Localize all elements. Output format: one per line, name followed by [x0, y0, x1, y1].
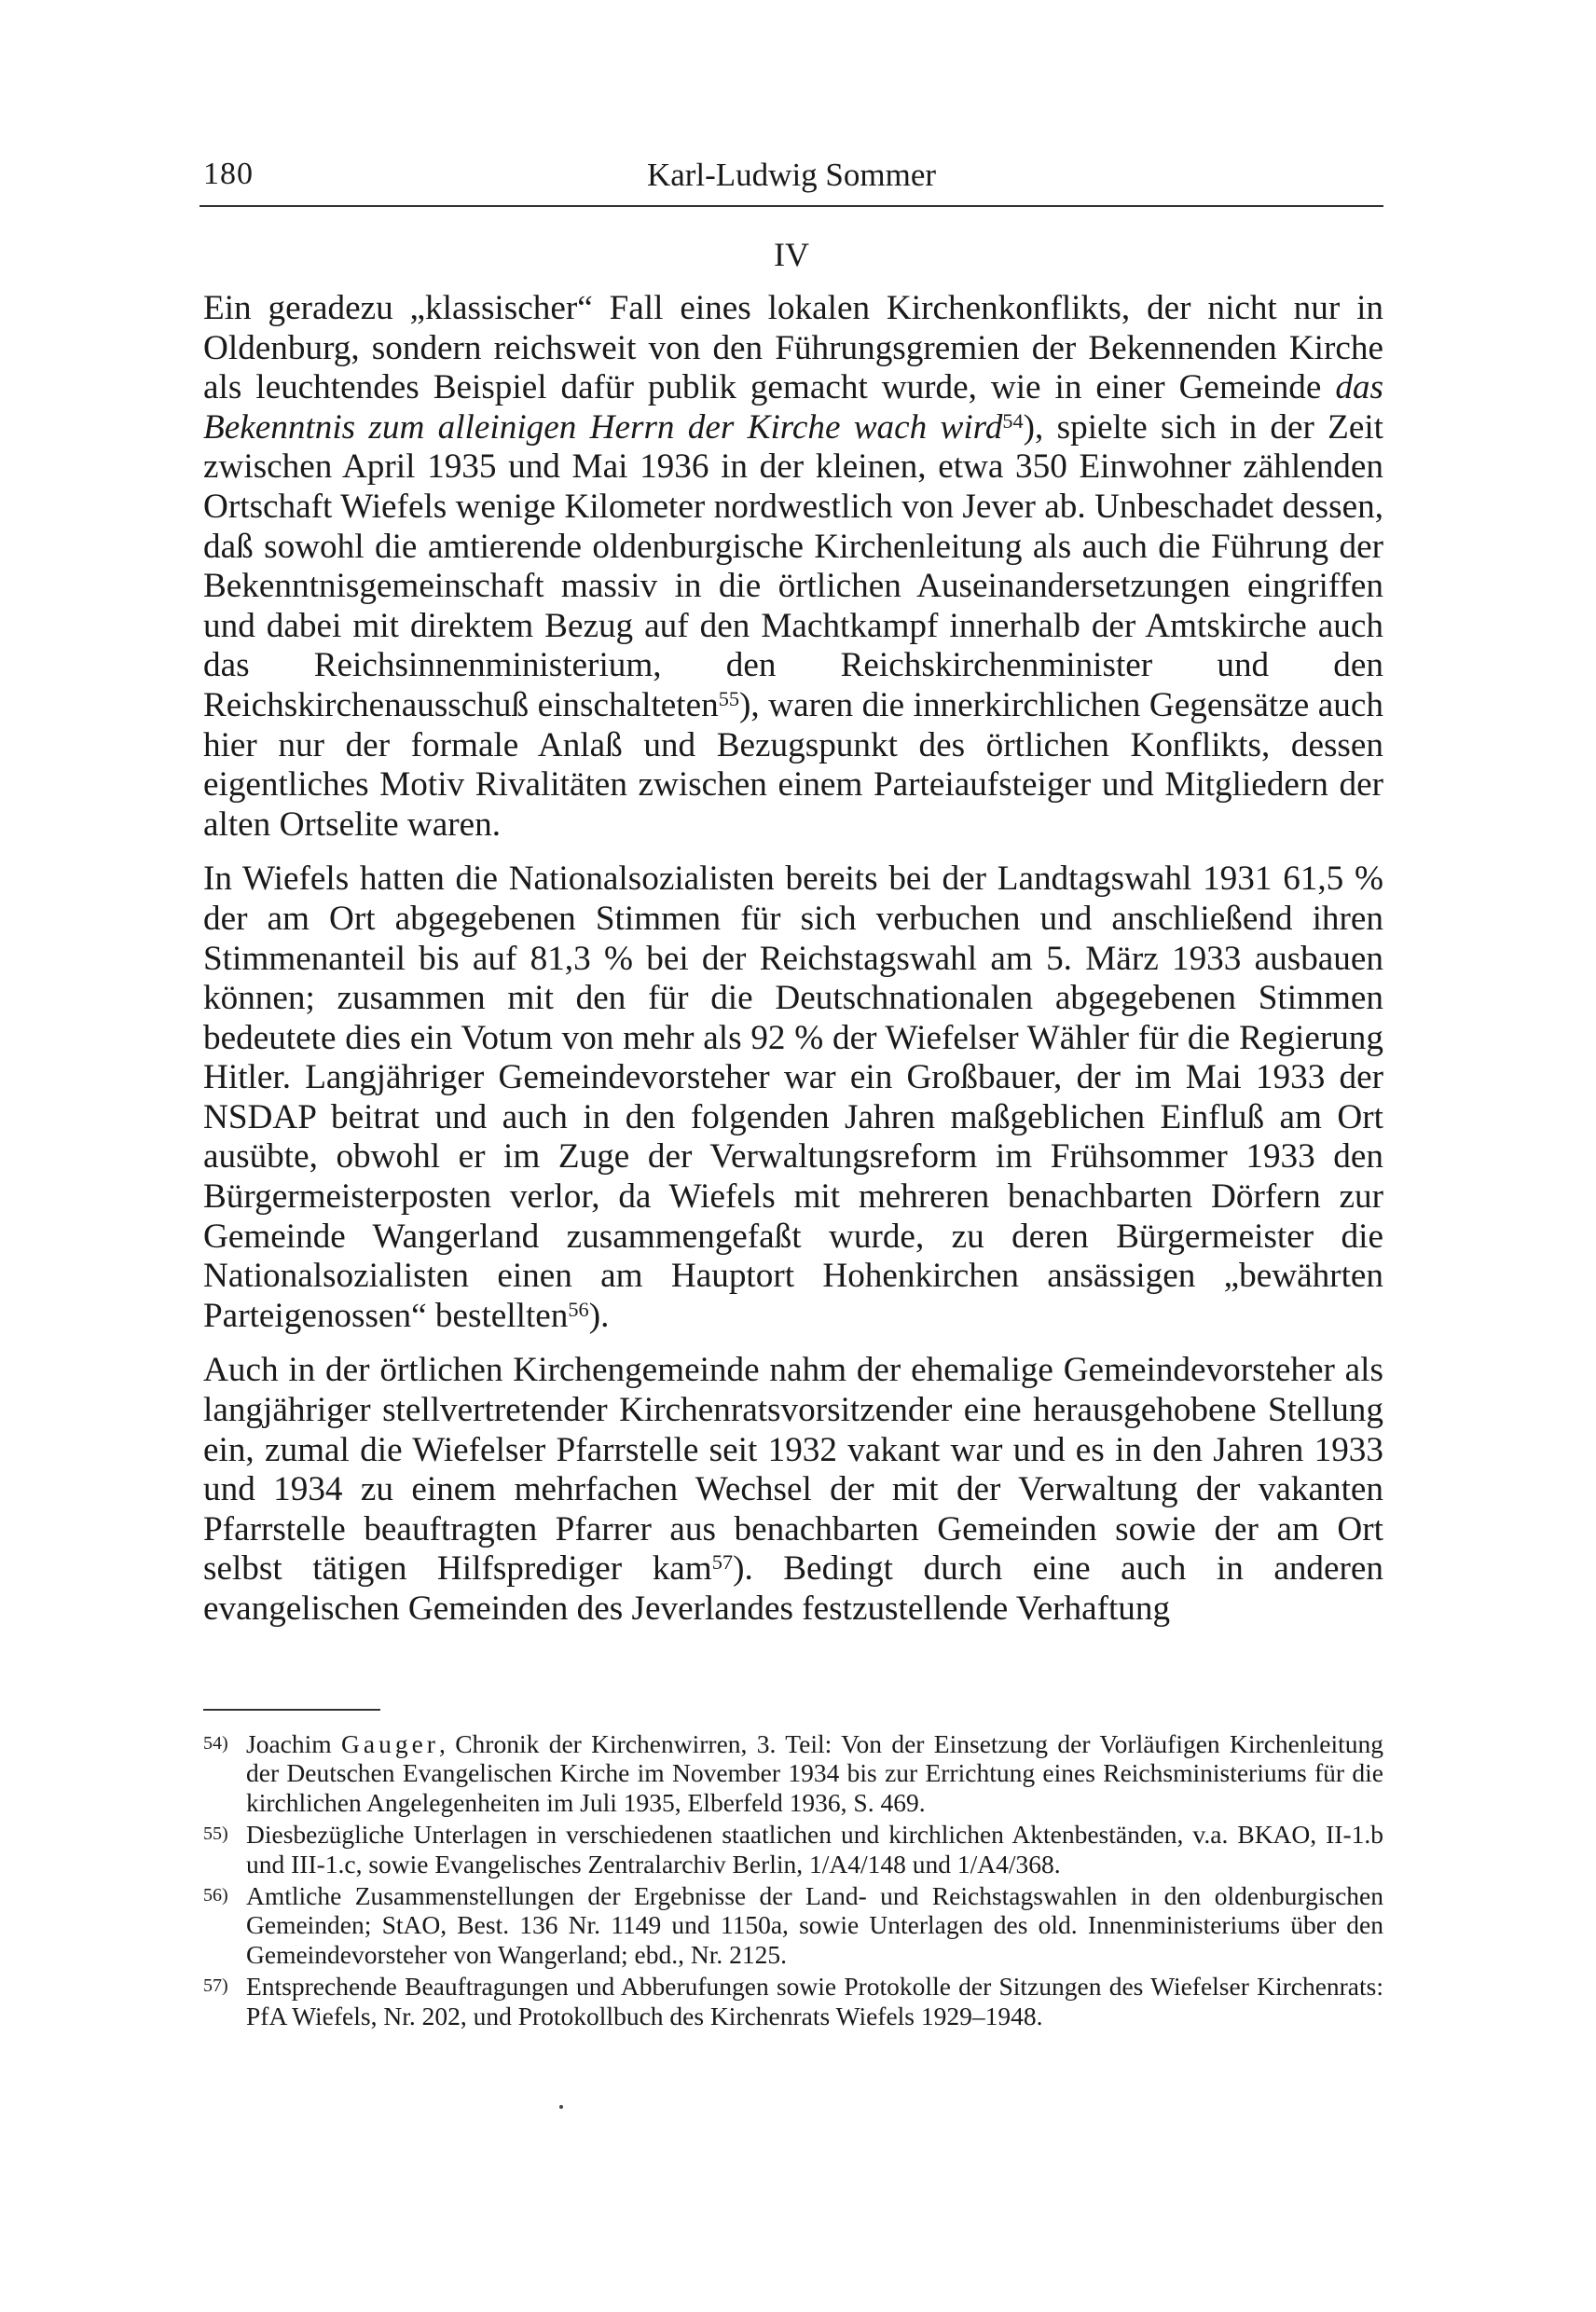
text-run: ). Bedingt durch eine auch in anderen evangelischen Gemeinden des Jeverlandes festzustellende Verhaftung: [203, 1549, 1383, 1628]
footnote-marker: 54): [203, 1733, 228, 1754]
text-run: ), waren die innerkirchlichen Gegensätze auch hier nur der formale Anlaß und Bezugspunkt des örtlichen Konflikts, dessen eigentliches Motiv Rivalitäten zwischen einem Parteiaufsteiger und Mitgliedern der alten Ortselite waren.: [203, 685, 1383, 844]
footnote-text: , Chronik der Kirchenwirren, 3. Teil: Von der Einsetzung der Vorläufigen Kirchenleitung der Deutschen Evangelischen Kirche im November 1934 bis zur Errichtung eines Reichsministeriums für die kirchlichen Angelegenheiten im Juli 1935, Elberfeld 1936, S. 469.: [246, 1729, 1383, 1817]
text-run: ).: [588, 1296, 610, 1335]
footnote-ref: 56: [568, 1297, 589, 1321]
body-text: [203, 289, 1383, 1645]
page-header: [200, 157, 1383, 207]
footnote-text: Entsprechende Beauftragungen und Abberufungen sowie Protokolle der Sitzungen des Wiefelser Kirchenrats: PfA Wiefels, Nr. 202, und Protokollbuch des Kirchenrats Wiefels 1929–1948.: [246, 1972, 1383, 2030]
text-run: Ein geradezu „klassischer“ Fall eines lokalen Kirchenkonflikts, der nicht nur in Oldenburg, sondern reichsweit von den Führungsgremien der Bekennenden Kirche als leuchtendes Beispiel dafür publik gemacht wurde, wie in einer Gemeinde: [203, 289, 1383, 407]
footnote: [203, 1881, 1383, 1969]
print-speck: [559, 2105, 563, 2109]
footnote-text: Amtliche Zusammenstellungen der Ergebnisse der Land- und Reichstagswahlen in den oldenburgischen Gemeinden; StAO, Best. 136 Nr. 1149 und 1150a, sowie Unterlagen des old. Innenministeriums über den Gemeindevorsteher von Wangerland; ebd., Nr. 2125.: [246, 1881, 1383, 1969]
footnote-ref: 54: [1002, 408, 1024, 433]
footnote-ref: 55: [718, 686, 740, 710]
italic-quote: das Bekenntnis zum alleinigen Herrn der Kirche wach wird: [203, 368, 1383, 447]
footnote: [203, 1972, 1383, 2030]
footnote-marker: 56): [203, 1885, 228, 1906]
footnote-author: Gauger: [341, 1729, 439, 1758]
footnote-text: Joachim: [246, 1729, 342, 1758]
running-head: Karl-Ludwig Sommer: [646, 157, 937, 193]
footnotes: [203, 1729, 1383, 2033]
text-run: In Wiefels hatten die Nationalsozialisten bereits bei der Landtagswahl 1931 61,5 % der am Ort abgegebenen Stimmen für sich verbuchen und anschließend ihren Stimmenanteil bis auf 81,3 % bei der Reichstagswahl am 5. März 1933 ausbauen können; zusammen mit den für die Deutschnationalen abgegebenen Stimmen bedeutete dies ein Votum von mehr als 92 % der Wiefelser Wähler für die Regierung Hitler. Langjähriger Gemeindevorsteher war ein Großbauer, der im Mai 1933 der NSDAP beitrat und auch in den folgenden Jahren maßgeblichen Einfluß am Ort ausübte, obwohl er im Zuge der Verwaltungsreform im Frühsommer 1933 den Bürgermeisterposten verlor, da Wiefels mit mehreren benachbarten Dörfern zur Gemeinde Wangerland zusammengefaßt wurde, zu deren Bürgermeister die Nationalsozialisten einen am Hauptort Hohenkirchen ansässigen „bewährten Parteigenossen“ bestellten: [203, 860, 1383, 1335]
paragraph: [203, 860, 1383, 1336]
section-heading: IV: [774, 236, 809, 273]
page-number: 180: [203, 157, 254, 191]
footnote-marker: 55): [203, 1823, 228, 1845]
footnote-text: Diesbezügliche Unterlagen in verschiedenen staatlichen und kirchlichen Aktenbeständen, v.a. BKAO, II-1.b und III-1.c, sowie Evangelisches Zentralarchiv Berlin, 1/A4/148 und 1/A4/368.: [246, 1820, 1383, 1878]
text-run: Auch in der örtlichen Kirchengemeinde nahm der ehemalige Gemeindevorsteher als langjähriger stellvertretender Kirchenratsvorsitzender eine herausgehobene Stellung ein, zumal die Wiefelser Pfarrstelle seit 1932 vakant war und es in den Jahren 1933 und 1934 zu einem mehrfachen Wechsel der mit der Verwaltung der vakanten Pfarrstelle beauftragten Pfarrer aus benachbarten Gemeinden sowie der am Ort selbst tätigen Hilfsprediger kam: [203, 1351, 1383, 1589]
footnote-marker: 57): [203, 1975, 228, 1997]
text-run: ), spielte sich in der Zeit zwischen April 1935 und Mai 1936 in der kleinen, etwa 350 Einwohner zählenden Ortschaft Wiefels wenige Kilometer nordwestlich von Jever ab. Unbeschadet dessen, daß sowohl die amtierende oldenburgische Kirchenleitung als auch die Führung der Bekenntnisgemeinschaft massiv in die örtlichen Auseinandersetzungen eingriffen und dabei mit direktem Bezug auf den Machtkampf innerhalb der Amtskirche auch das Reichsinnenministerium, den Reichskirchenminister und den Reichskirchenausschuß einschalteten: [203, 407, 1384, 724]
paragraph: [203, 1351, 1383, 1629]
footnote: [203, 1820, 1383, 1878]
footnote: [203, 1729, 1383, 1817]
footnote-ref: 57: [711, 1550, 734, 1575]
paragraph: [203, 289, 1383, 845]
footnote-divider: [203, 1709, 380, 1711]
